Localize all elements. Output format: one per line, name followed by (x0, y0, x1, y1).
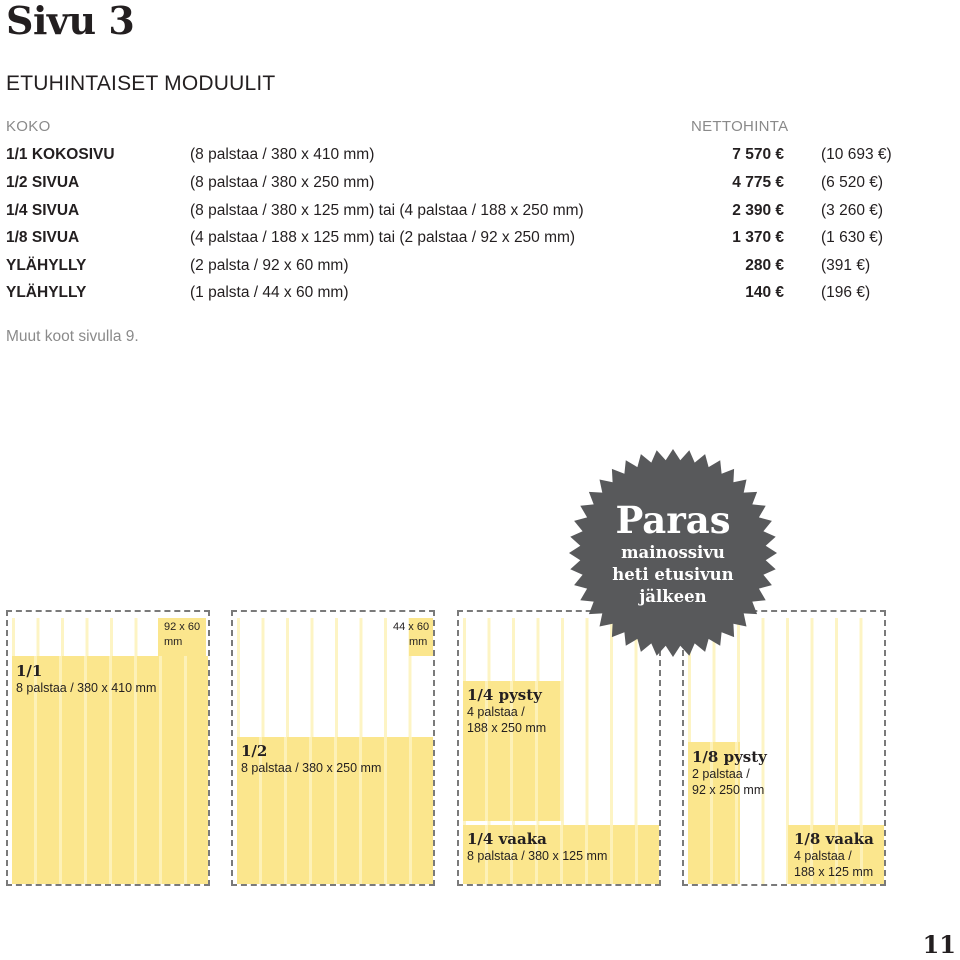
row-gross: (196 €) (821, 284, 871, 301)
ad-desc: 188 x 125 mm (794, 865, 874, 879)
price-row (0, 146, 960, 172)
row-price: 280 € (745, 257, 784, 274)
price-row (0, 229, 960, 255)
ad-quarter-horizontal-label (467, 830, 607, 864)
row-name: YLÄHYLLY (6, 257, 87, 274)
shelf-size: 92 x 60 (164, 621, 201, 633)
row-price: 2 390 € (732, 202, 784, 219)
page-diagram-full (6, 610, 210, 886)
row-gross: (3 260 €) (821, 202, 884, 219)
row-name: YLÄHYLLY (6, 284, 87, 301)
shelf-unit: mm (164, 636, 183, 648)
row-name: 1/2 SIVUA (6, 174, 80, 191)
ad-full-label (16, 662, 156, 696)
badge-line: heti etusivun (612, 565, 734, 584)
row-spec: (2 palsta / 92 x 60 mm) (190, 257, 349, 274)
row-gross: (6 520 €) (821, 174, 884, 191)
ad-title: 1/1 (16, 662, 43, 680)
ad-eighth-horizontal-label (794, 830, 874, 880)
section-title: ETUHINTAISET MODUULIT (6, 72, 276, 95)
shelf-unit: mm (409, 636, 428, 648)
ad-desc: 4 palstaa / (794, 849, 852, 863)
row-name: 1/1 KOKOSIVU (6, 146, 115, 163)
price-row (0, 202, 960, 228)
row-gross: (1 630 €) (821, 229, 884, 246)
row-name: 1/8 SIVUA (6, 229, 80, 246)
shelf-label-44x60 (393, 620, 429, 650)
row-name: 1/4 SIVUA (6, 202, 80, 219)
price-row (0, 174, 960, 200)
row-gross: (10 693 €) (821, 146, 892, 163)
ad-half-label (241, 742, 381, 776)
ad-title: 1/8 pysty (692, 748, 767, 766)
ad-title: 1/8 vaaka (794, 830, 874, 848)
ad-title: 1/2 (241, 742, 268, 760)
row-spec: (8 palstaa / 380 x 125 mm) tai (4 palstaa / 188 x 250 mm) (190, 202, 584, 219)
price-row (0, 284, 960, 310)
ad-desc: 2 palstaa / (692, 767, 750, 781)
row-price: 4 775 € (732, 174, 784, 191)
page-title: Sivu 3 (6, 0, 135, 43)
page-diagram-half (231, 610, 435, 886)
ad-desc: 4 palstaa / (467, 705, 525, 719)
row-price: 1 370 € (732, 229, 784, 246)
ad-title: 1/4 pysty (467, 686, 542, 704)
other-sizes-note: Muut koot sivulla 9. (6, 328, 139, 345)
badge-subtext (568, 542, 778, 608)
badge-line: mainossivu (621, 543, 725, 562)
row-price: 140 € (745, 284, 784, 301)
badge-headline: Paras (615, 498, 731, 542)
row-spec: (8 palstaa / 380 x 410 mm) (190, 146, 375, 163)
ad-eighth-vertical-label (692, 748, 767, 798)
row-gross: (391 €) (821, 257, 871, 274)
ad-desc: 188 x 250 mm (467, 721, 547, 735)
row-price: 7 570 € (732, 146, 784, 163)
header-size: KOKO (6, 118, 51, 135)
ad-quarter-vertical-label (467, 686, 546, 736)
ad-desc: 92 x 250 mm (692, 783, 765, 797)
ad-desc: 8 palstaa / 380 x 125 mm (467, 849, 608, 863)
badge-line: jälkeen (639, 587, 707, 606)
header-price: NETTOHINTA (691, 118, 789, 135)
ad-desc: 8 palstaa / 380 x 410 mm (16, 681, 157, 695)
price-row (0, 257, 960, 283)
row-spec: (1 palsta / 44 x 60 mm) (190, 284, 349, 301)
ad-desc: 8 palstaa / 380 x 250 mm (241, 761, 382, 775)
page-number: 11 (922, 930, 956, 959)
row-spec: (4 palstaa / 188 x 125 mm) tai (2 palstaa / 92 x 250 mm) (190, 229, 576, 246)
row-spec: (8 palstaa / 380 x 250 mm) (190, 174, 375, 191)
ad-title: 1/4 vaaka (467, 830, 547, 848)
shelf-label-92x60 (164, 620, 200, 650)
shelf-size: 44 x 60 (393, 621, 430, 633)
